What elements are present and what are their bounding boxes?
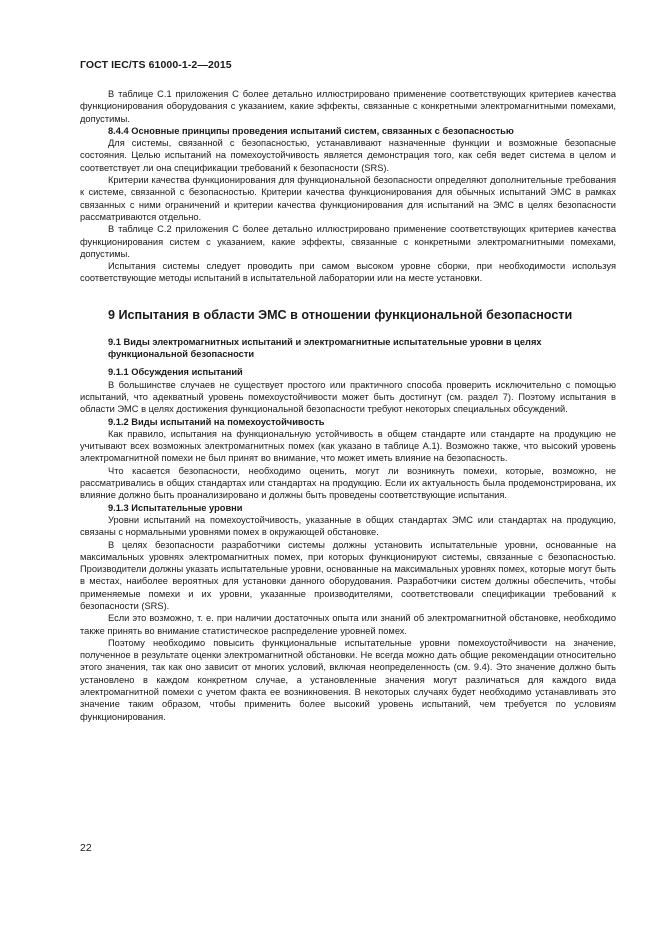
section-heading-9-1: 9.1 Виды электромагнитных испытаний и электромагнитные испытательные уровни в целях функциональной безопасности [108,336,542,360]
paragraph: В таблице С.1 приложения С более детально иллюстрировано применение соответствующих критериев качества функционирования оборудования с указанием, какие эффекты, связанные с конкретными электромагнитными помехами, допустимы. [80,89,616,124]
page-number: 22 [80,842,92,854]
paragraph: Испытания системы следует проводить при самом высоком уровне сборки, при необходимости используя соответствующие методы испытаний в испытательной лаборатории или на месте установки. [80,261,616,284]
paragraph: В целях безопасности разработчики системы должны установить испытательные уровни, основанные на максимальных уровнях электромагнитных помех, при которых функционируют системы, связанные с безопасностью. Производители должны указать испытательные уровни, основанные на максимальных уровнях помех, которые могут быть в местах, наиболее вероятных для установки данного оборудования. Разработчики систем должны обеспечить, чтобы применяемые помехи и их уровни, указанные производителями, соответствовали спецификации требований к безопасности (SRS). [80,539,616,611]
paragraph: В таблице С.2 приложения С более детально иллюстрировано применение соответствующих критериев качества функционирования систем с указанием, какие эффекты, связанные с конкретными электромагнитными помехами, допустимы. [80,224,616,259]
paragraph: Критерии качества функционирования для функциональной безопасности определяют дополнительные требования к системе, связанной с безопасностью. Критерии качества функционирования для обычных испытаний ЭМС в рамках связанных с ними ограничений и критерии качества функционирования для испытаний на ЭМС в целях безопасности рассматриваются отдельно. [80,175,616,222]
paragraph: Уровни испытаний на помехоустойчивость, указанные в общих стандартах ЭМС или стандартах на продукцию, связаны с нормальными уровнями помех в окружающей обстановке. [80,514,616,538]
document-body [80,88,616,723]
paragraph: Если это возможно, т. е. при наличии достаточных опыта или знаний об электромагнитной обстановке, необходимо также принять во внимание статистическое распределение уровней помех. [80,613,616,636]
section-heading-9: 9 Испытания в области ЭМС в отношении функциональной безопасности [108,307,573,322]
subsection-heading-9-1-3: 9.1.3 Испытательные уровни [108,502,243,513]
document-header: ГОСТ IEC/TS 61000-1-2—2015 [80,59,232,71]
paragraph: Как правило, испытания на функциональную устойчивость в общем стандарте или стандарте на продукцию не учитывают всех возможных электромагнитных помех (как указано в таблице А.1). Возможно также, что высокий уровень электромагнитной помехи не был принят во внимание, что может иметь влияние на безопасность. [80,428,616,464]
subsection-heading-8-4-4: 8.4.4 Основные принципы проведения испытаний систем, связанных с безопасностью [108,125,514,136]
paragraph: Что касается безопасности, необходимо оценить, могут ли возникнуть помехи, которые, возможно, не рассматривались в общих стандартах или стандартах на продукцию. Если их актуальность была продемонстрирована, их влияние должно быть проанализировано и должны быть проведены соответствующие испытания. [80,465,616,501]
subsection-heading-9-1-2: 9.1.2 Виды испытаний на помехоустойчивость [108,416,325,427]
paragraph: Поэтому необходимо повысить функциональные испытательные уровни помехоустойчивости на значение, полученное в результате оценки электромагнитной обстановки. Не всегда можно дать общие рекомендации относительно этого значения, так как оно зависит от многих условий, включая неопределенность (см. 9.4). Это значение должно быть установлено в каждом конкретном случае, а установленные значения могут различаться для каждого вида электромагнитной помехи с учетом факта ее возникновения. В некоторых случаях будет необходимо устанавливать это значение таким образом, чтобы применить более высокий уровень испытаний, чем требуется по условиям функционирования. [80,637,616,722]
paragraph: В большинстве случаев не существует простого или практичного способа проверить исключительно с помощью испытаний, что адекватный уровень помехоустойчивости может быть достигнут (см. раздел 7). Поэтому испытания в области ЭМС в целях достижения функциональной безопасности требуют некоторых специальных обсуждений. [80,379,616,415]
paragraph: Для системы, связанной с безопасностью, устанавливают назначенные функции и возможные безопасные состояния. Целью испытаний на помехоустойчивость является демонстрация того, как себя ведет система в целом и соответствует ли она спецификации требований к безопасности (SRS). [80,138,616,173]
subsection-heading-9-1-1: 9.1.1 Обсуждения испытаний [108,367,243,378]
